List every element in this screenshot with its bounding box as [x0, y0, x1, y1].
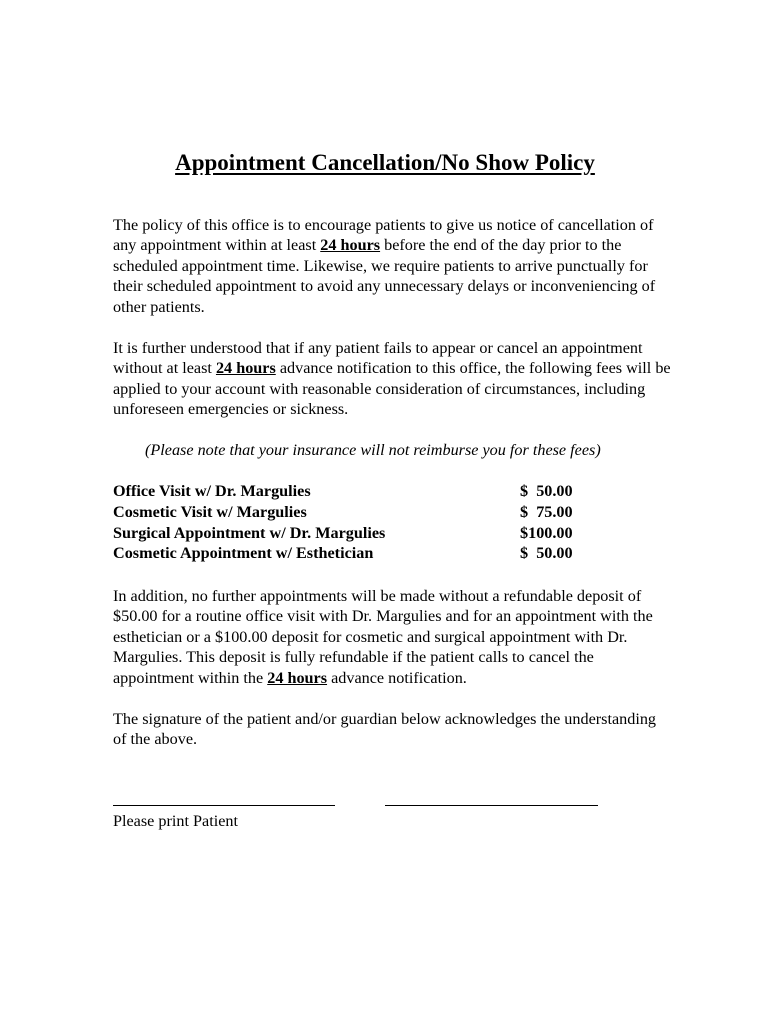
policy-paragraph — [113, 215, 673, 317]
notice-period-emphasis: 24 hours — [215, 359, 276, 378]
page-title: Appointment Cancellation/No Show Policy — [175, 150, 595, 175]
fees-intro-paragraph — [113, 338, 673, 420]
policy-text-start: The policy of this office is to encourage patients to give us notice of cancellation of any appointment within at least — [113, 216, 654, 255]
signature-caption: Please print Patient — [113, 812, 238, 830]
fee-label: Cosmetic Visit w/ Margulies — [113, 502, 307, 521]
acknowledgement-paragraph: The signature of the patient and/or guardian below acknowledges the understanding of the above. — [113, 710, 657, 749]
patient-name-line[interactable] — [113, 805, 335, 806]
fee-label: Surgical Appointment w/ Dr. Margulies — [113, 523, 386, 542]
fee-row — [113, 543, 593, 564]
fee-row — [113, 523, 593, 544]
signature-line[interactable] — [385, 805, 598, 806]
fee-label: Cosmetic Appointment w/ Esthetician — [113, 544, 374, 563]
fee-amount: $ 50.00 — [520, 544, 573, 563]
notice-period-emphasis: 24 hours — [320, 236, 381, 255]
deposit-text-start: In addition, no further appointments will be made without a refundable deposit of $50.00 for a routine office visit with Dr. Margulies and for an appointment with the esthetician or a $100.00 deposit for cosmetic and surgical appointment with Dr. Margulies. This deposit is fully refundable if the patient calls to cancel the appointment within the — [113, 587, 653, 687]
fee-row — [113, 502, 593, 523]
deposit-text-end: advance notification. — [327, 668, 467, 687]
fee-amount: $ 50.00 — [520, 482, 573, 500]
fees-intro-text-end: advance notification to this office, the following fees will be applied to your account with reasonable consideration of circumstances, including unforeseen emergencies or sickness. — [113, 359, 671, 419]
insurance-note: (Please note that your insurance will not reimburse you for these fees) — [145, 441, 601, 459]
fees-intro-text-start: It is further understood that if any patient fails to appear or cancel an appointment without at least — [113, 339, 643, 378]
fee-table — [113, 481, 593, 564]
policy-text-end: before the end of the day prior to the scheduled appointment time. Likewise, we require patients to arrive punctually for their scheduled appointment to avoid any unnecessary delays or inconveniencing of other patients. — [113, 236, 656, 316]
fee-label: Office Visit w/ Dr. Margulies — [113, 482, 311, 500]
fee-amount: $ 75.00 — [520, 502, 573, 521]
notice-period-emphasis: 24 hours — [267, 668, 328, 687]
fee-amount: $100.00 — [520, 523, 573, 542]
fee-row — [113, 481, 593, 502]
deposit-paragraph — [113, 586, 673, 688]
